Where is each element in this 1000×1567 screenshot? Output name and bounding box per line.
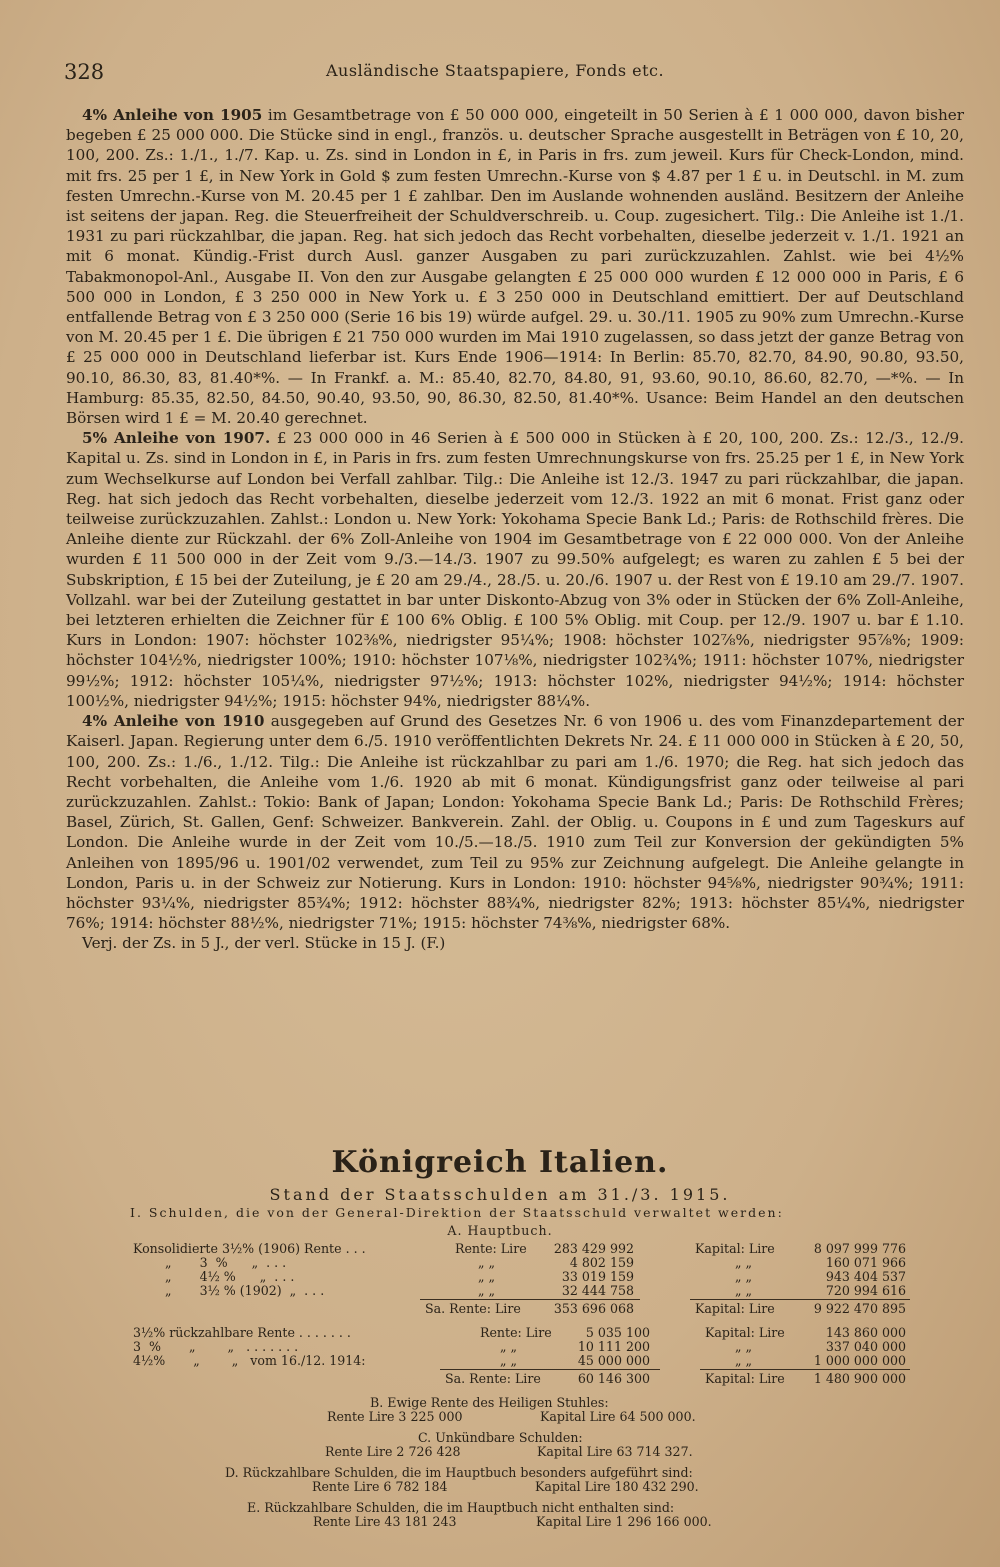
sum-rule: [700, 1369, 910, 1370]
paragraph-text: Verj. der Zs. in 5 J., der verl. Stücke in 15 J. (F.): [82, 934, 446, 953]
paragraph-heading: 4% Anleihe von 1905: [82, 106, 263, 124]
sum-rule: [420, 1299, 640, 1300]
subsection-b-heading: B. Ewige Rente des Heiligen Stuhles:: [370, 1395, 609, 1410]
paragraph-text: im Gesamtbetrage von £ 50 000 000, eingeteilt in 50 Serien à £ 1 000 000, davon bisher begeben £ 25 000 000. Die Stücke sind in engl., französ. u. deutscher Sprache ausgestellt in Beträgen von £ 10, 20, 100, 200. Zs.: 1./1., 1./7. Kap. u. Zs. sind in London in £, in Paris in frs. zum jeweil. Kurs für Check-London, mind. mit frs. 25 per 1 £, in New York in Gold $ zum festen Umrechn.-Kurse von $ 4.87 per 1 £ u. in Deutschl. in M. zum festen Umrechn.-Kurse von M. 20.45 per 1 £ zahlbar. Den im Auslande wohnenden ausländ. Besitzern der Anleihe ist seitens der japan. Reg. die Steuerfreiheit der Schuldverschreib. u. Coup. zugesichert. Tilg.: Die Anleihe ist 1./1. 1931 zu pari rückzahlbar, die japan. Reg. hat sich jedoch das Recht vorbehalten, dieselbe jederzeit v. 1./1. 1921 an mit 6 monat. Kündig.-Frist durch Ausl. ganzer Ausgaben zu pari zurückzuzahlen. Zahlst. wie bei 4½% Tabakmonopol-Anl., Ausgabe II. Von den zur Ausgabe gelangten £ 25 000 000 wurden £ 12 000 000 in Paris, £ 6 500 000 in London, £ 3 250 000 in New York u. £ 3 250 000 in Deutschland emittiert. Der auf Deutschland entfallende Betrag von £ 3 250 000 (Serie 16 bis 19) würde aufgel. 29. u. 30./11. 1905 zu 90% zum Umrechn.-Kurse von M. 20.45 per 1 £. Die übrigen £ 21 750 000 wurden im Mai 1910 zugelassen, so dass jetzt der ganze Betrag von £ 25 000 000 in Deutschland lieferbar ist. Kurs Ende 1906—1914: In Berlin: 85.70, 82.70, 84.90, 90.80, 93.50, 90.10, 86.30, 83, 81.40*%. — In Frankf. a. M.: 85.40, 82.70, 84.80, 91, 93.60, 90.10, 86.60, 82.70, —*%. — In Hamburg: 85.35, 82.50, 84.50, 90.40, 93.50, 90, 86.30, 82.50, 81.40*%. Usance: Beim Handel an den deutschen Börsen wird 1 £ = M. 20.40 gerechnet.: [66, 106, 964, 428]
book-page: 328 Ausländische Staatspapiere, Fonds etc. 4% Anleihe von 1905 im Gesamtbetrage von £ 50 000 000, eingeteilt in 50 Serien à £ 1 000 000, davon bisher begeben £ 25 000 000. Die Stücke sind in engl., französ. u. deutscher Sprache ausgestellt in Beträgen von £ 10, 20, 100, 200. Zs.: 1./1., 1./7. Kap. u. Zs. sind in London in £, in Paris in frs. zum jeweil. Kurs für Check-London, mind. mit frs. 25 per 1 £, in New York in Gold $ zum festen Umrechn.-Kurse von $ 4.87 per 1 £ u. in Deutschl. in M. zum festen Umrechn.-Kurse von M. 20.45 per 1 £ zahlbar. Den im Auslande wohnenden ausländ. Besitzern der Anleihe ist seitens der japan. Reg. die Steuerfreiheit der Schuldverschreib. u. Coup. zugesichert. Tilg.: Die Anleihe ist 1./1. 1931 zu pari rückzahlbar, die japan. Reg. hat sich jedoch das Recht vorbehalten, dieselbe jederzeit v. 1./1. 1921 an mit 6 monat. Kündig.-Frist durch Ausl. ganzer Ausgaben zu pari zurückzuzahlen. Zahlst. wie bei 4½% Tabakmonopol-Anl., Ausgabe II. Von den zur Ausgabe gelangten £ 25 000 000 wurden £ 12 000 000 in Paris, £ 6 500 000 in London, £ 3 250 000 in New York u. £ 3 250 000 in Deutschland emittiert. Der auf Deutschland entfallende Betrag von £ 3 250 000 (Serie 16 bis 19) würde aufgel. 29. u. 30./11. 1905 zu 90% zum Umrechn.-Kurse von M. 20.45 per 1 £. Die übrigen £ 21 750 000 wurden im Mai 1910 zugelassen, so dass jetzt der ganze Betrag von £ 25 000 000 in Deutschland lieferbar ist. Kurs Ende 1906—1914: In Berlin: 85.70, 82.70, 84.90, 90.80, 93.50, 90.10, 86.30, 83, 81.40*%. — In Frankf. a. M.: 85.40, 82.70, 84.80, 91, 93.60, 90.10, 86.60, 82.70, —*%. — In Hamburg: 85.35, 82.50, 84.50, 90.40, 93.50, 90, 86.30, 82.50, 81.40*%. Usance: Beim Handel an den deutschen Börsen wird 1 £ = M. 20.40 gerechnet. 5% Anleihe von 1907. £ 23 000 000 in 46 Serien à £ 500 000 in Stücken à £ 20, 100, 200. Zs.: 12./3., 12./9. Kapital u. Zs. sind in London in £, in Paris in frs. zum festen Umrechnungskurse von frs. 25.25 per 1 £, in New York zum Wechselkurse auf London bei Verfall zahlbar. Tilg.: Die Anleihe ist 12./3. 1947 zu pari rückzahlbar, die japan. Reg. hat sich jedoch das Recht vorbehalten, dieselbe jederzeit vom 12./3. 1922 an mit 6 monat. Frist ganz oder teilweise zurückzuzahlen. Zahlst.: London u. New York: Yokohama Specie Bank Ld.; Paris: de Rothschild frères. Die Anleihe diente zur Rückzahl. der 6% Zoll-Anleihe von 1904 im Gesamtbetrage von £ 22 000 000. Von der Anleihe wurden £ 11 500 000 in der Zeit vom 9./3.—14./3. 1907 zu 99.50% aufgelegt; es waren zu zahlen £ 5 bei der Subskription, £ 15 bei der Zuteilung, je £ 20 am 29./4., 28./5. u. 20./6. 1907 u. der Rest von £ 19.10 am 29./7. 1907. Vollzahl. war bei der Zuteilung gestattet in bar unter Diskonto-Abzug von 3% oder in Stücken der 6% Zoll-Anleihe, bei letzteren erhielten die Zeichner für £ 100 6% Oblig. £ 100 5% Oblig. mit Coup. per 12./9. 1907 u. bar £ 1.10. Kurs in London: 1907: höchster 102⅜%, niedrigster 95¼%; 1908: höchster 102⅞%, niedrigster 95⅞%; 1909: höchster 104½%, niedrigster 100%; 1910: höchster 107⅛%, niedrigster 102¾%; 1911: höchster 107%, niedrigster 99½%; 1912: höchster 105¼%, niedrigster 97½%; 1913: höchster 102%, niedrigster 94½%; 1914: höchster 100½%, niedrigster 94½%; 1915: höchster 94%, niedrigster 88¼%. 4% Anleihe von 1910 ausgegeben auf Grund des Gesetzes Nr. 6 von 1906 u. des vom Finanzdepartement der Kaiserl. Japan. Regierung unter dem 6./5. 1910 veröffentlichten Dekrets Nr. 24. £ 11 000 000 in Stücken à £ 20, 50, 100, 200. Zs.: 1./6., 1./12. Tilg.: Die Anleihe ist rückzahlbar zu pari am 1./6. 1970; die Reg. hat sich jedoch das Recht vorbehalten, die Anleihe vom 1./6. 1920 ab mit 6 monat. Kündigungsfrist ganz oder teilweise al pari zurückzuzahlen. Zahlst.: Tokio: Bank of Japan; London: Yokohama Specie Bank Ld.; Paris: De Rothschild Frères; Basel, Zürich, St. Gallen, Genf: Schweizer. Bankverein. Zahl. der Oblig. u. Coupons in £ und zum Tageskurs auf London. Die Anleihe wurde in der Zeit vom 10./5.—18./5. 1910 zum Teil zur Konversion der gekündigten 5% Anleihen von 1895/96 u. 1901/02 verwendet, zum Teil zu 95% zur Zeichnung aufgelegt. Die Anleihe gelangte in London, Paris u. in der Schweiz zur Notierung. Kurs in London: 1910: höchster 94⅝%, niedrigster 90¾%; 1911: höchster 93¼%, niedrigster 85¾%; 1912: höchster 88¾%, niedrigster 82%; 1913: höchster 85¼%, niedrigster 76%; 1914: höchster 88½%, niedrigster 71%; 1915: höchster 74⅜%, niedrigster 68%. Verj. der Zs. in 5 J., der verl. Stücke in 15 J. (F.) Königreich Italien. Stand der Staatsschulden am 31./3. 1915. I. Schulden, die von der General-Direktion der Staatsschuld verwaltet werden: A. Hauptbuch. Konsolidierte 3½% (1906) Rente . . . Rente: Lire 283 429 992 Kapital: Lire 8 097 999 776 „ 3 % „ . . . „ „ 4 802 159 „ „ 160 071 966 „ 4½ % „ . . . „ „ 33 019 159 „ „ 943 404 537 „ 3½ % (1902) „ . . . „ „ 32 444 758 „ „ 720 994 616 Sa. Rente: Lire 353 696 068 Kapital: Lire 9 922 470 895 3½% rückzahlbare Rente . . . . . . . Rente: Lire 5 035 100 Kapital: Lire 143 860 000 3 % „ „ . . . . . . . „ „ 10 111 200 „ „ 337 040 000 4½% „ „ vom 16./12. 1914: „ „ 45 000 000 „ „ 1 000 000 000 Sa. Rente: Lire 60 146 300 Kapital: Lire 1 480 900 000 B. Ewige Rente des Heiligen Stuhles: Rente Lire 3 225 000 Kapital Lire 64 500 000. C. Unkündbare Schulden: Rente Lire 2 726 428 Kapital Lire 63 714 327. D. Rückzahlbare Schulden, die im Hauptbuch besonders aufgeführt sind: Rente Lire 6 782 184 Kapital Lire 180 432 290. E. Rückzahlbare Schulden, die im Hauptbuch nicht enthalten sind: Rente Lire 43 181 243 Kapital Lire 1 296 166 000.: [0, 0, 1000, 1567]
page-number: 328: [64, 60, 105, 84]
running-title: Ausländische Staatspapiere, Fonds etc.: [326, 61, 665, 80]
paragraph-text: £ 23 000 000 in 46 Serien à £ 500 000 in Stücken à £ 20, 100, 200. Zs.: 12./3., 12./9. Kapital u. Zs. sind in London in £, in Paris in frs. zum festen Umrechnungskurse von frs. 25.25 per 1 £, in New York zum Wechselkurse auf London bei Verfall zahlbar. Tilg.: Die Anleihe ist 12./3. 1947 zu pari rückzahlbar, die japan. Reg. hat sich jedoch das Recht vorbehalten, dieselbe jederzeit vom 12./3. 1922 an mit 6 monat. Frist ganz oder teilweise zurückzuzahlen. Zahlst.: London u. New York: Yokohama Specie Bank Ld.; Paris: de Rothschild frères. Die Anleihe diente zur Rückzahl. der 6% Zoll-Anleihe von 1904 im Gesamtbetrage von £ 22 000 000. Von der Anleihe wurden £ 11 500 000 in der Zeit vom 9./3.—14./3. 1907 zu 99.50% aufgelegt; es waren zu zahlen £ 5 bei der Subskription, £ 15 bei der Zuteilung, je £ 20 am 29./4., 28./5. u. 20./6. 1907 u. der Rest von £ 19.10 am 29./7. 1907. Vollzahl. war bei der Zuteilung gestattet in bar unter Diskonto-Abzug von 3% oder in Stücken der 6% Zoll-Anleihe, bei letzteren erhielten die Zeichner für £ 100 6% Oblig. £ 100 5% Oblig. mit Coup. per 12./9. 1907 u. bar £ 1.10. Kurs in London: 1907: höchster 102⅜%, niedrigster 95¼%; 1908: höchster 102⅞%, niedrigster 95⅞%; 1909: höchster 104½%, niedrigster 100%; 1910: höchster 107⅛%, niedrigster 102¾%; 1911: höchster 107%, niedrigster 99½%; 1912: höchster 105¼%, niedrigster 97½%; 1913: höchster 102%, niedrigster 94½%; 1914: höchster 100½%, niedrigster 94½%; 1915: höchster 94%, niedrigster 88¼%.: [66, 429, 964, 710]
body-text: [66, 105, 964, 954]
paragraph-anleihe-1907: [66, 428, 964, 711]
subsection-c-heading: C. Unkündbare Schulden:: [418, 1430, 583, 1445]
paragraph-heading: 4% Anleihe von 1910: [82, 712, 265, 731]
subsection-a-heading: A. Hauptbuch.: [447, 1223, 553, 1238]
section-title: Königreich Italien.: [331, 1145, 669, 1180]
sum-rule: [440, 1369, 660, 1370]
running-header: [64, 58, 944, 86]
sum-rule: [690, 1299, 910, 1300]
paragraph-heading: 5% Anleihe von 1907.: [82, 429, 271, 448]
paragraph-verjaehrung: [66, 933, 964, 953]
paragraph-text: ausgegeben auf Grund des Gesetzes Nr. 6 von 1906 u. des vom Finanzdepartement der Kaiserl. Japan. Regierung unter dem 6./5. 1910 veröffentlichten Dekrets Nr. 24. £ 11 000 000 in Stücken à £ 20, 50, 100, 200. Zs.: 1./6., 1./12. Tilg.: Die Anleihe ist rückzahlbar zu pari am 1./6. 1970; die Reg. hat sich jedoch das Recht vorbehalten, die Anleihe vom 1./6. 1920 ab mit 6 monat. Kündigungsfrist ganz oder teilweise al pari zurückzuzahlen. Zahlst.: Tokio: Bank of Japan; London: Yokohama Specie Bank Ld.; Paris: De Rothschild Frères; Basel, Zürich, St. Gallen, Genf: Schweizer. Bankverein. Zahl. der Oblig. u. Coupons in £ und zum Tageskurs auf London. Die Anleihe wurde in der Zeit vom 10./5.—18./5. 1910 zum Teil zur Konversion der gekündigten 5% Anleihen von 1895/96 u. 1901/02 verwendet, zum Teil zu 95% zur Zeichnung aufgelegt. Die Anleihe gelangte in London, Paris u. in der Schweiz zur Notierung. Kurs in London: 1910: höchster 94⅝%, niedrigster 90¾%; 1911: höchster 93¼%, niedrigster 85¾%; 1912: höchster 88¾%, niedrigster 82%; 1913: höchster 85¼%, niedrigster 76%; 1914: höchster 88½%, niedrigster 71%; 1915: höchster 74⅜%, niedrigster 68%.: [66, 712, 964, 933]
subsection-d-heading: D. Rückzahlbare Schulden, die im Hauptbuch besonders aufgeführt sind:: [225, 1465, 693, 1480]
paragraph-anleihe-1905: [66, 105, 964, 428]
section-subtitle: Stand der Staatsschulden am 31./3. 1915.: [269, 1185, 731, 1204]
paragraph-anleihe-1910: [66, 711, 964, 933]
part-one-heading: I. Schulden, die von der General-Direktion der Staatsschuld verwaltet werden:: [130, 1205, 784, 1220]
subsection-e-heading: E. Rückzahlbare Schulden, die im Hauptbuch nicht enthalten sind:: [247, 1500, 675, 1515]
